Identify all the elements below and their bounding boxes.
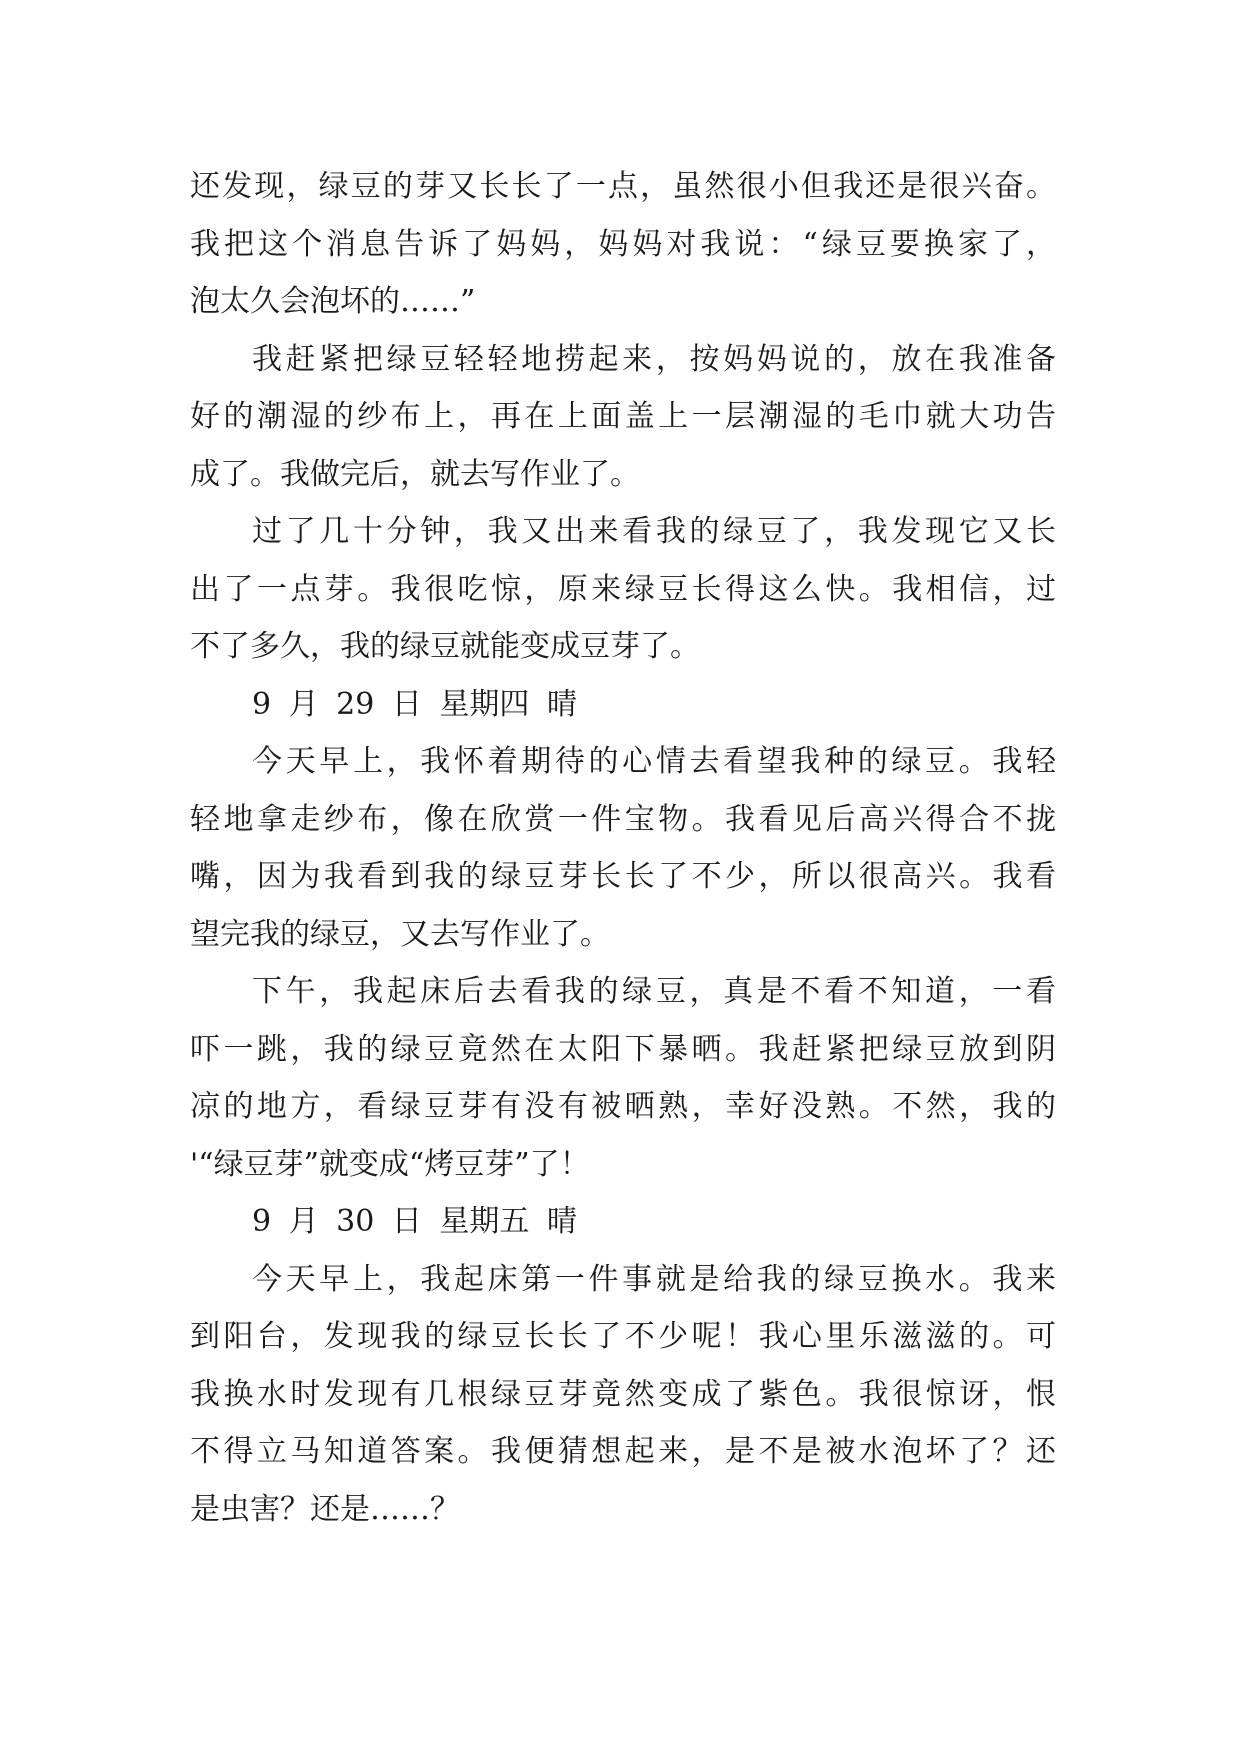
text-line: 过了几十分钟，我又出来看我的绿豆了，我发现它又长 — [252, 514, 1056, 549]
paragraph — [190, 733, 1056, 963]
paragraph — [190, 1251, 1056, 1539]
text-line: 我把这个消息告诉了妈妈，妈妈对我说：“绿豆要换家了， — [190, 226, 1056, 262]
paragraph — [190, 331, 1056, 504]
text-line: 今天早上，我怀着期待的心情去看望我种的绿豆。我轻 — [252, 744, 1056, 779]
text-line: 不了多久，我的绿豆就能变成豆芽了。 — [190, 629, 700, 664]
document-body — [190, 158, 1056, 1538]
text-line: 不得立马知道答案。我便猜想起来，是不是被水泡坏了？还 — [190, 1434, 1056, 1469]
text-line: 我赶紧把绿豆轻轻地捞起来，按妈妈说的，放在我准备 — [252, 341, 1056, 377]
text-line: '“绿豆芽”就变成“烤豆芽”了！ — [190, 1146, 590, 1182]
paragraph — [190, 963, 1056, 1193]
text-line: 成了。我做完后，就去写作业了。 — [190, 456, 640, 492]
text-line: 下午，我起床后去看我的绿豆，真是不看不知道，一看 — [252, 974, 1056, 1009]
text-line: 还发现，绿豆的芽又长长了一点，虽然很小但我还是很兴奋。 — [190, 169, 1056, 204]
text-line: 吓一跳，我的绿豆竟然在太阳下暴晒。我赶紧把绿豆放到阴 — [190, 1031, 1056, 1067]
date-line: 9 月 29 日 星期四 晴 — [252, 686, 577, 722]
text-line: 好的潮湿的纱布上，再在上面盖上一层潮湿的毛巾就大功告 — [190, 399, 1056, 434]
text-line: 我换水时发现有几根绿豆芽竟然变成了紫色。我很惊讶，恨 — [190, 1376, 1056, 1412]
text-line: 轻地拿走纱布，像在欣赏一件宝物。我看见后高兴得合不拢 — [190, 801, 1056, 837]
text-line: 到阳台，发现我的绿豆长长了不少呢！我心里乐滋滋的。可 — [190, 1319, 1056, 1354]
date-line: 9 月 30 日 星期五 晴 — [252, 1204, 577, 1239]
paragraph-continuation — [190, 158, 1056, 331]
diary-date-heading — [190, 676, 1056, 734]
text-line: 望完我的绿豆，又去写作业了。 — [190, 916, 610, 952]
diary-date-heading — [190, 1193, 1056, 1251]
paragraph — [190, 503, 1056, 676]
text-line: 是虫害？还是……？ — [190, 1491, 460, 1527]
text-line: 凉的地方，看绿豆芽有没有被晒熟，幸好没熟。不然，我的 — [190, 1089, 1056, 1124]
text-line: 嘴，因为我看到我的绿豆芽长长了不少，所以很高兴。我看 — [190, 859, 1056, 894]
text-line: 泡太久会泡坏的……” — [190, 284, 476, 319]
text-line: 今天早上，我起床第一件事就是给我的绿豆换水。我来 — [252, 1261, 1056, 1297]
text-line: 出了一点芽。我很吃惊，原来绿豆长得这么快。我相信，过 — [190, 571, 1056, 607]
